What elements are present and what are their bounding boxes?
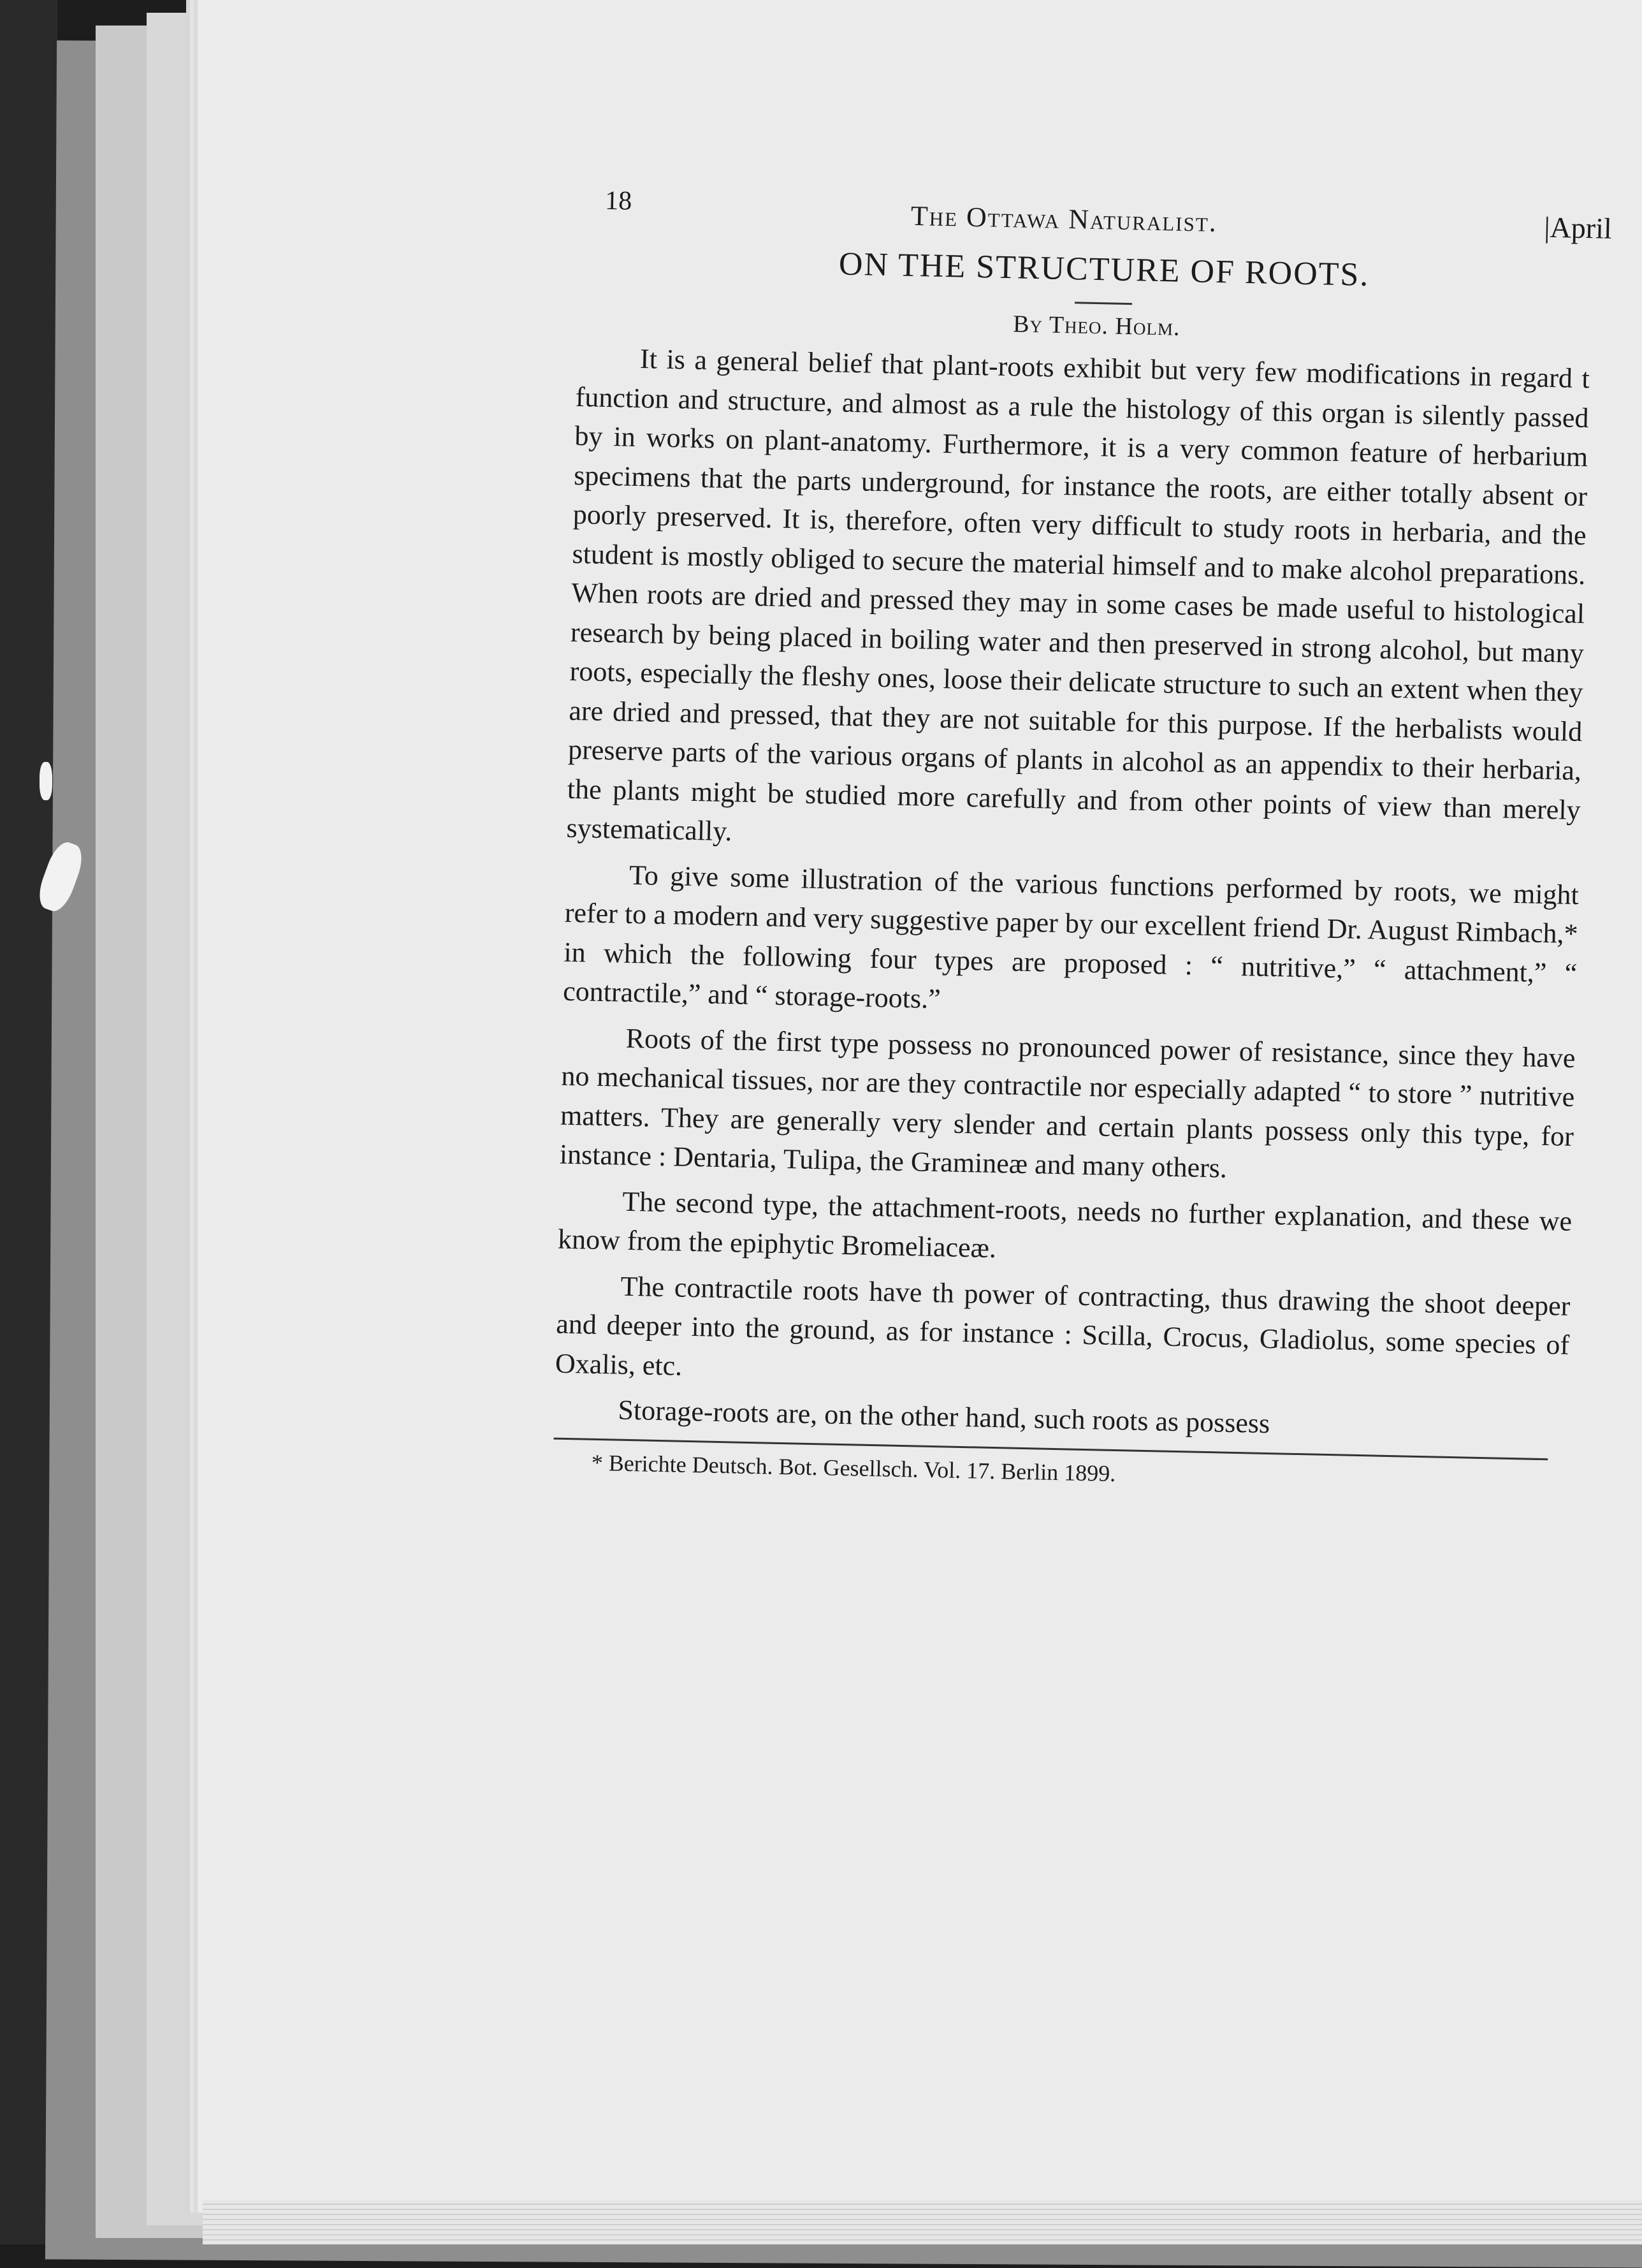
issue-month: |April <box>1543 210 1613 245</box>
paragraph: The contractile roots have th power of contracting, thus drawing the shoot deeper and deeper into the ground, as for instance : Scilla, Crocus, Gladiolus, some species of Oxalis, etc. <box>555 1270 1571 1382</box>
paragraph: It is a general belief that plant-roots exhibit but very few modifications in regard t function and structure, and almost as a rule the histology of this organ is silently passed by in works on plant-anatomy. Furthermore, it is a very common feature of herbarium specimens that the parts underground, for instance the roots, are either totally absent or poorly preserved. It is, therefore, often very difficult to study roots in herbaria, and the student is mostly obliged to secure the material himself and to make alcohol preparations. When roots are dried and pressed they may in some cases be made useful to histological research by being placed in boiling water and then preserved in strong alcohol, but many roots, especially the fleshy ones, loose their delicate structure to such an extent when they are dried and pressed, that they are not suitable for this purpose. If the herbalists would preserve parts of the various organs of plants in alcohol as an appendix to their herbaria, the plants might be studied more carefully and from other points of view than merely systematically. <box>566 343 1590 847</box>
paragraph: Roots of the first type possess no pronounced power of resistance, since they have no mechanical tissues, nor are they contractile nor especially adapted “ to store ” nutritive matters. They are generally very slender and certain plants possess only this type, for instance : Dentaria, Tulipa, the Gramineæ and many others. <box>559 1022 1576 1184</box>
paragraph: The second type, the attachment-roots, needs no further explanation, and these we know from the epiphytic Bromeliaceæ. <box>557 1185 1573 1264</box>
page-edges <box>203 2200 1642 2244</box>
journal-title: The Ottawa Naturalist. <box>910 200 1218 238</box>
paper-speck <box>40 762 52 800</box>
article-content <box>553 179 1613 1496</box>
page-number: 18 <box>604 186 632 216</box>
title-divider <box>1075 302 1132 305</box>
article-title: ON THE STRUCTURE OF ROOTS. <box>838 245 1370 293</box>
footnote: * Berichte Deutsch. Bot. Gesellsch. Vol. 17. Berlin 1899. <box>591 1449 1116 1486</box>
paragraph: To give some illustration of the various functions performed by roots, we might refer to a modern and very suggestive paper by our excellent friend Dr. August Rimbach,* in which the following four types are proposed : “ nutritive,” “ attachment,” “ contractile,” and “ storage-roots.” <box>562 859 1580 1015</box>
article-byline: By Theo. Holm. <box>1012 311 1181 341</box>
paragraph: Storage-roots are, on the other hand, such roots as possess <box>618 1394 1270 1440</box>
